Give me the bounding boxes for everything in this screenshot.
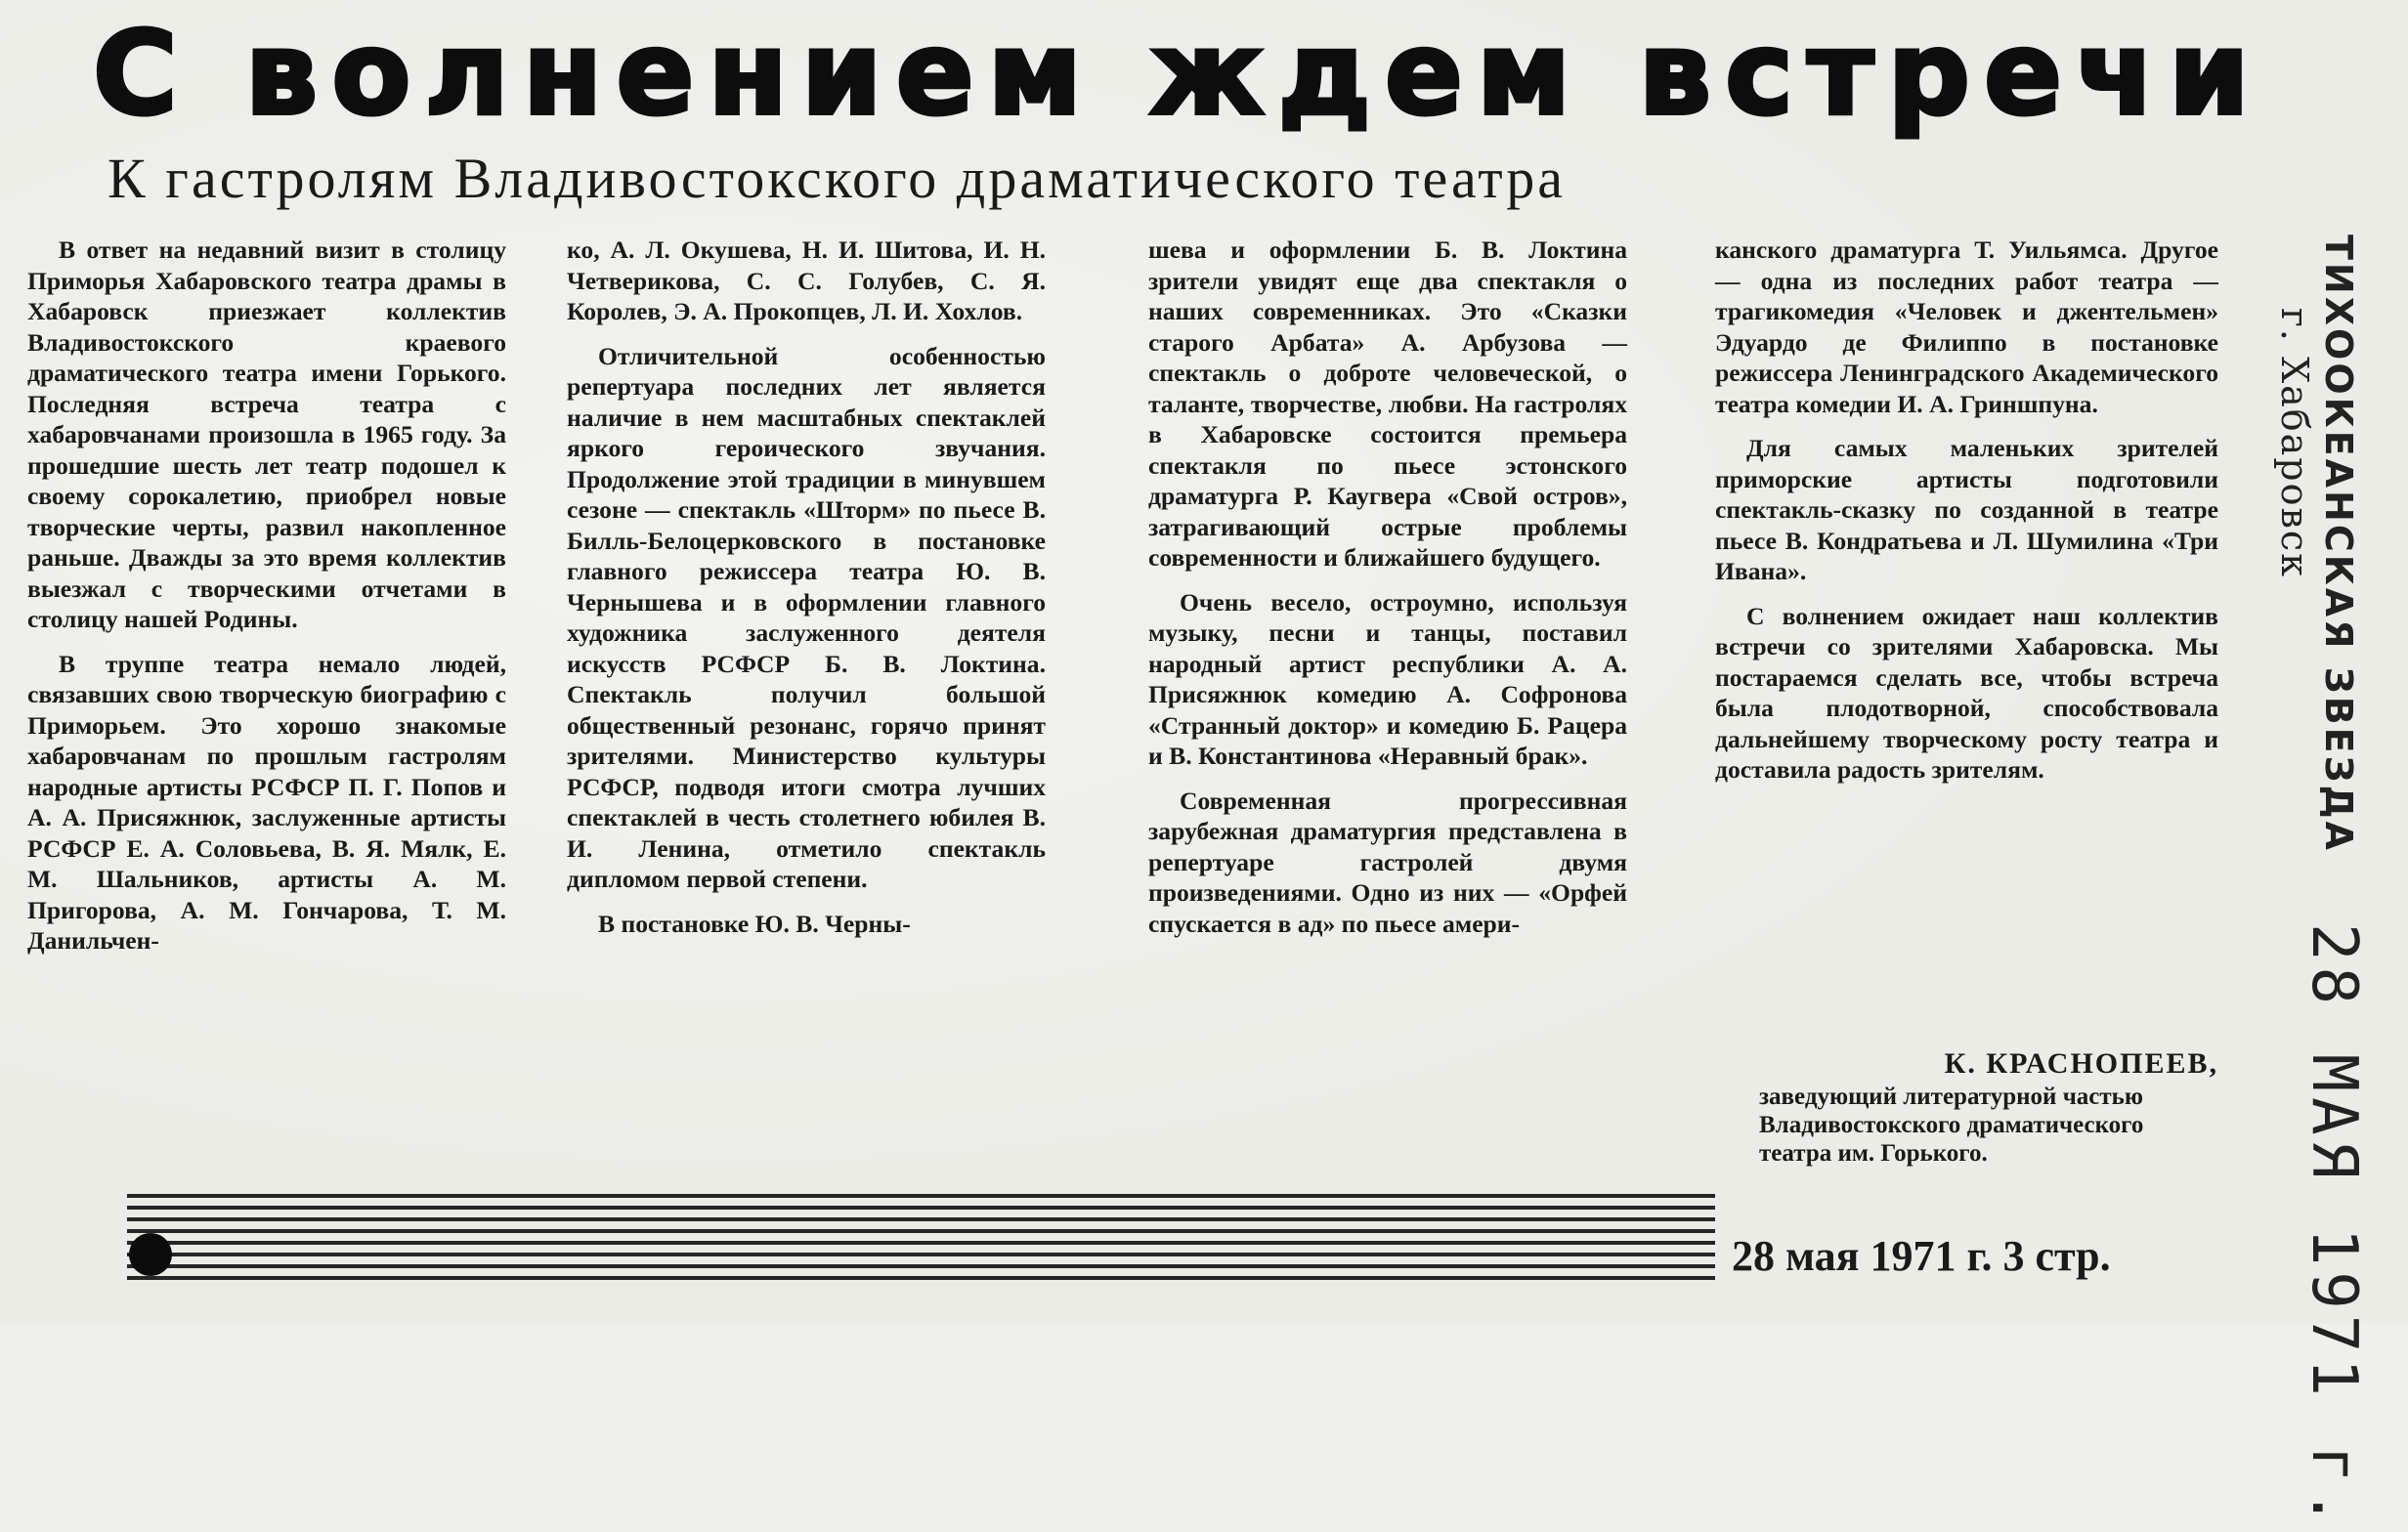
- article-paragraph: В труппе театра немало людей, связавших свою творческую биографию с Приморьем. Это хорошо знакомые хабаровчанам по прошлым гастролям народные артисты РСФСР П. Г. Попов и А. А. Присяжнюк, заслуженные артисты РСФСР Е. А. Соловьева, В. Я. Мялк, Е. М. Шальников, артисты А. М. Пригорова, А. М. Гончарова, Т. М. Данильчен-: [27, 649, 506, 955]
- article-paragraph: Современная прогрессивная зарубежная драматургия представлена в репертуаре гастролей двумя произведениями. Одно из них — «Орфей спускается в ад» по пьесе амери-: [1148, 786, 1627, 938]
- bullet-dot-icon: [129, 1233, 172, 1276]
- article-subheadline: К гастролям Владивостокского драматического театра: [108, 147, 1567, 210]
- city-annotation: г. Хабаровск: [2273, 308, 2316, 578]
- article-column-3: [1148, 234, 1627, 939]
- article-paragraph: В ответ на недавний визит в столицу Приморья Хабаровского театра драмы в Хабаровск приезжает коллектив Владивостокского краевого драматического театра имени Горького. Последняя встреча театра с хабаровчанами произошла в 1965 году. За прошедшие шесть лет театр подошел к своему сорокалетию, приобрел новые творческие черты, развил накопленное раньше. Дважды за это время коллектив выезжал с творческими отчетами в столицу нашей Родины.: [27, 235, 506, 633]
- article-paragraph: ко, А. Л. Окушева, Н. И. Шитова, И. Н. Четверикова, С. С. Голубев, С. Я. Королев, Э. А. Прокопцев, Л. И. Хохлов.: [567, 235, 1046, 325]
- decorative-rule: [127, 1194, 1715, 1284]
- article-paragraph: В постановке Ю. В. Черны-: [598, 909, 911, 938]
- article-column-4: [1715, 234, 2218, 786]
- newspaper-name-annotation: ТИХООКЕАНСКАЯ ЗВЕЗДА: [2317, 234, 2360, 853]
- article-paragraph: Очень весело, остроумно, используя музыку, песни и танцы, поставил народный артист республики А. А. Присяжнюк комедию А. Софронова «Странный доктор» и комедию Б. Рацера и В. Константинова «Неравный брак».: [1148, 587, 1627, 770]
- article-headline: С волнением ждем встречи: [93, 6, 2263, 141]
- handwritten-date-annotation: 28 МАЯ 1971 г.: [2298, 923, 2370, 1532]
- article-paragraph: шева и оформлении Б. В. Локтина зрители увидят еще два спектакля о наших современниках. Это «Сказки старого Арбата» А. Арбузова — спектакль о доброте человеческой, о таланте, творчестве, любви. На гастролях в Хабаровске состоится премьера спектакля по пьесе эстонского драматурга Р. Каугвера «Свой остров», затрагивающий острые проблемы современности и ближайшего будущего.: [1148, 235, 1627, 572]
- author-name: К. КРАСНОПЕЕВ,: [1944, 1047, 2218, 1080]
- author-signature: [1749, 1045, 2218, 1168]
- article-paragraph: С волнением ожидает наш коллектив встречи со зрителями Хабаровска. Мы постараемся сделать все, чтобы встреча была плодотворной, способствовала дальнейшему творческому росту театра и доставила радость зрителям.: [1715, 601, 2218, 784]
- page-date-line: 28 мая 1971 г. 3 стр.: [1732, 1232, 2111, 1280]
- article-column-1: [27, 234, 506, 957]
- author-position: заведующий литературной частью Владивостокского драматического театра им. Горького.: [1759, 1084, 2144, 1167]
- article-paragraph: канского драматурга Т. Уильямса. Другое — одна из последних работ театра — трагикомедия «Человек и джентельмен» Эдуардо де Филиппо в постановке режиссера Ленинградского Академического театра комедии И. А. Гриншпуна.: [1715, 235, 2218, 418]
- article-paragraph: Для самых маленьких зрителей приморские артисты подготовили спектакль-сказку по созданной в театре пьесе В. Кондратьева и Л. Шумилина «Три Ивана».: [1715, 434, 2218, 585]
- article-column-2: [567, 234, 1046, 939]
- article-paragraph: Отличительной особенностью репертуара последних лет является наличие в нем масштабных спектаклей яркого героического звучания. Продолжение этой традиции в минувшем сезоне — спектакль «Шторм» по пьесе В. Билль-Белоцерковского в постановке главного режиссера театра Ю. В. Чернышева и в оформлении главного художника заслуженного деятеля искусств РСФСР Б. В. Локтина. Спектакль получил большой общественный резонанс, горячо принят зрителями. Министерство культуры РСФСР, подводя итоги смотра лучших спектаклей в честь столетнего юбилея В. И. Ленина, отметило спектакль дипломом первой степени.: [567, 341, 1046, 893]
